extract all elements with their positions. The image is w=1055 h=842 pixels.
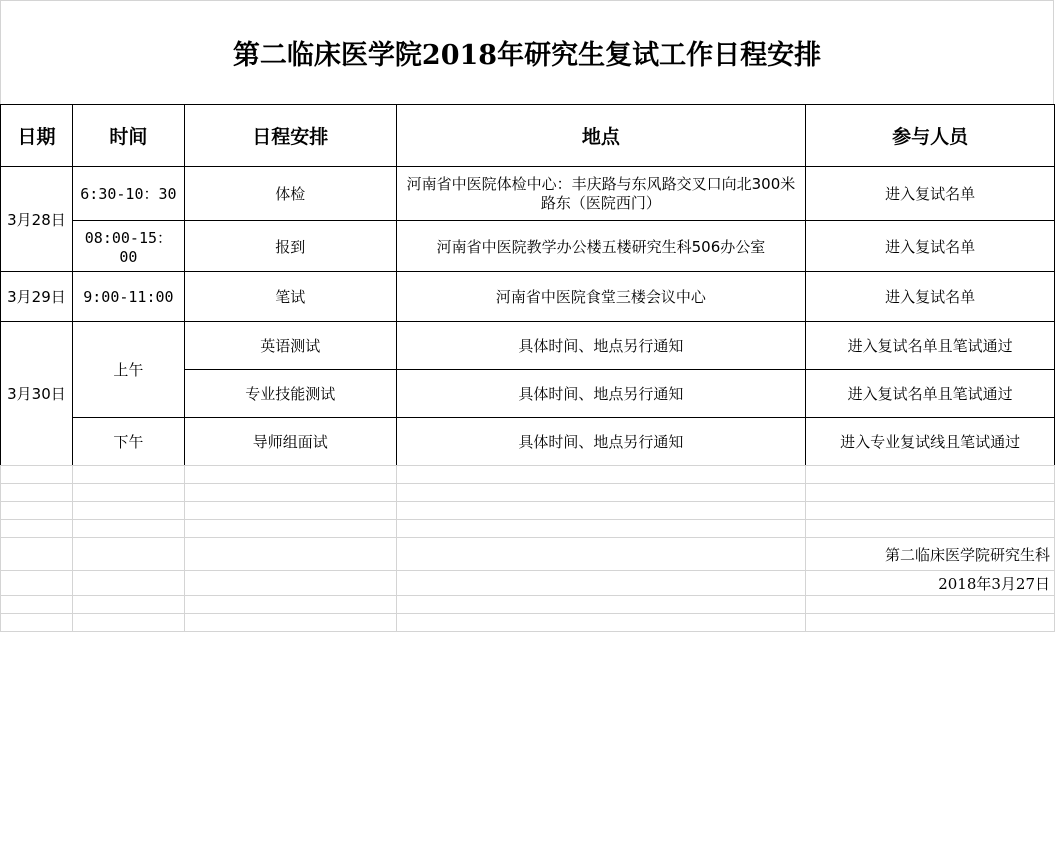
empty-row [1,502,1055,520]
empty-cell[interactable] [72,596,184,614]
empty-cell[interactable] [396,596,806,614]
empty-cell[interactable] [1,538,73,571]
empty-cell[interactable] [806,484,1055,502]
empty-cell[interactable] [806,596,1055,614]
empty-cell[interactable] [806,614,1055,632]
empty-cell[interactable] [72,571,184,596]
time-cell[interactable]: 08:00-15：00 [72,221,184,272]
empty-row [1,614,1055,632]
empty-cell[interactable] [396,466,806,484]
empty-cell[interactable] [396,502,806,520]
empty-cell[interactable] [806,466,1055,484]
empty-cell[interactable] [72,502,184,520]
participants-cell[interactable]: 进入复试名单且笔试通过 [806,370,1055,418]
header-time[interactable]: 时间 [72,105,184,167]
empty-cell[interactable] [184,466,396,484]
agenda-cell[interactable]: 专业技能测试 [184,370,396,418]
date-cell[interactable]: 3月29日 [1,272,73,322]
header-row [1,105,1055,167]
department-cell[interactable]: 第二临床医学院研究生科 [806,538,1055,571]
location-cell[interactable]: 具体时间、地点另行通知 [396,418,806,466]
time-cell[interactable]: 9:00-11:00 [72,272,184,322]
page-title: 第二临床医学院2018年研究生复试工作日程安排 [232,40,822,71]
participants-cell[interactable]: 进入专业复试线且笔试通过 [806,418,1055,466]
empty-cell[interactable] [396,614,806,632]
empty-cell[interactable] [1,520,73,538]
empty-cell[interactable] [1,614,73,632]
empty-cell[interactable] [396,484,806,502]
agenda-cell[interactable]: 报到 [184,221,396,272]
agenda-cell[interactable]: 导师组面试 [184,418,396,466]
location-cell[interactable]: 具体时间、地点另行通知 [396,370,806,418]
table-row [1,418,1055,466]
schedule-table [0,104,1055,466]
table-row [1,272,1055,322]
empty-cell[interactable] [184,596,396,614]
empty-row [1,596,1055,614]
table-row [1,167,1055,221]
empty-cell[interactable] [1,596,73,614]
empty-cell[interactable] [72,520,184,538]
empty-cell[interactable] [396,571,806,596]
date-row [1,571,1055,596]
empty-cell[interactable] [184,538,396,571]
empty-cell[interactable] [806,502,1055,520]
date-cell[interactable]: 3月28日 [1,167,73,272]
empty-cell[interactable] [1,502,73,520]
signature-row [1,538,1055,571]
empty-cell[interactable] [72,614,184,632]
empty-cell[interactable] [396,538,806,571]
empty-cell[interactable] [184,502,396,520]
agenda-cell[interactable]: 英语测试 [184,322,396,370]
participants-cell[interactable]: 进入复试名单且笔试通过 [806,322,1055,370]
empty-cell[interactable] [72,466,184,484]
location-cell[interactable]: 河南省中医院教学办公楼五楼研究生科506办公室 [396,221,806,272]
table-row [1,322,1055,370]
header-agenda[interactable]: 日程安排 [184,105,396,167]
empty-row [1,484,1055,502]
empty-row [1,520,1055,538]
agenda-cell[interactable]: 笔试 [184,272,396,322]
time-cell[interactable]: 6:30-10：30 [72,167,184,221]
table-row [1,221,1055,272]
time-cell[interactable]: 下午 [72,418,184,466]
participants-cell[interactable]: 进入复试名单 [806,221,1055,272]
empty-cell[interactable] [184,484,396,502]
location-cell[interactable]: 河南省中医院体检中心：丰庆路与东风路交叉口向北300米路东（医院西门） [396,167,806,221]
empty-cell[interactable] [1,466,73,484]
participants-cell[interactable]: 进入复试名单 [806,167,1055,221]
participants-cell[interactable]: 进入复试名单 [806,272,1055,322]
empty-cell[interactable] [184,520,396,538]
signature-date-cell[interactable]: 2018年3月27日 [806,571,1055,596]
title-cell[interactable] [0,0,1054,104]
empty-row [1,466,1055,484]
empty-cell[interactable] [396,520,806,538]
location-cell[interactable]: 具体时间、地点另行通知 [396,322,806,370]
date-cell[interactable]: 3月30日 [1,322,73,466]
header-location[interactable]: 地点 [396,105,806,167]
empty-cell[interactable] [184,614,396,632]
header-date[interactable]: 日期 [1,105,73,167]
footer-grid [0,465,1055,632]
agenda-cell[interactable]: 体检 [184,167,396,221]
time-cell[interactable]: 上午 [72,322,184,418]
empty-cell[interactable] [72,484,184,502]
empty-cell[interactable] [1,484,73,502]
header-participants[interactable]: 参与人员 [806,105,1055,167]
empty-cell[interactable] [72,538,184,571]
empty-cell[interactable] [184,571,396,596]
location-cell[interactable]: 河南省中医院食堂三楼会议中心 [396,272,806,322]
empty-cell[interactable] [1,571,73,596]
empty-cell[interactable] [806,520,1055,538]
